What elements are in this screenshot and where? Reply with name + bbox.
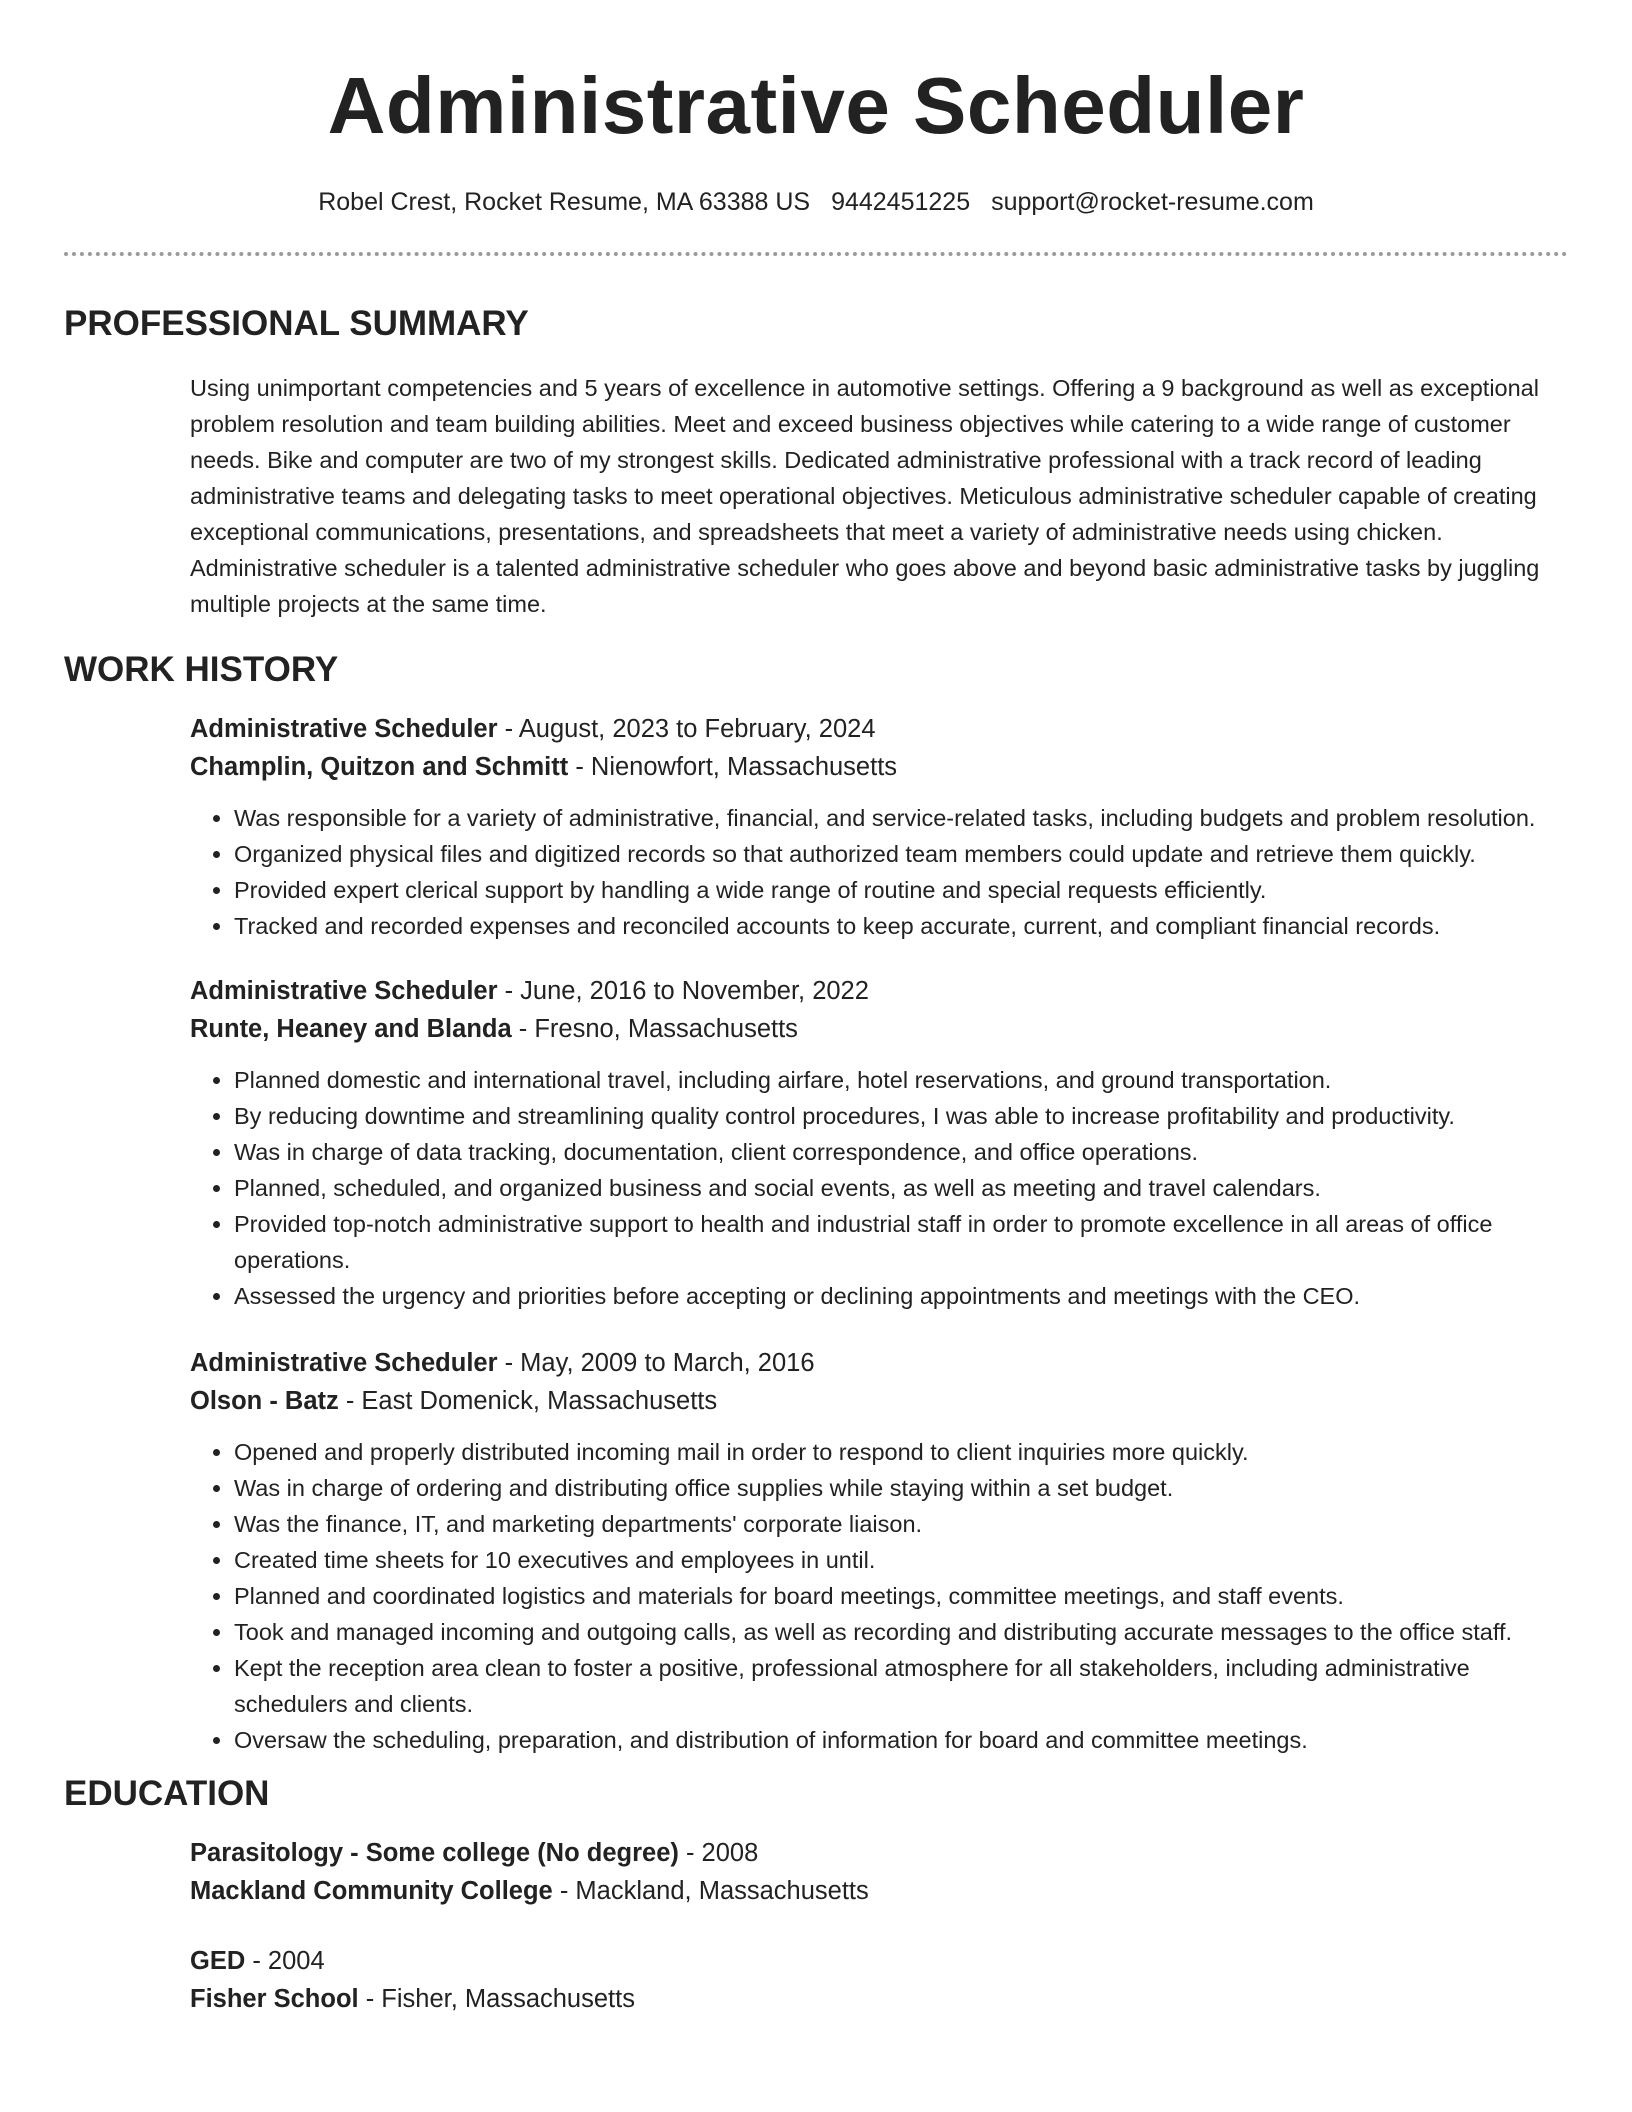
job-bullet: • Opened and properly distributed incoming mail in order to respond to client inquiries more quickly.: [234, 1434, 1568, 1470]
job-dates: - May, 2009 to March, 2016: [497, 1349, 815, 1377]
education-entry: [190, 1834, 1568, 1910]
education-degree-line: [190, 1834, 1568, 1872]
education-school: Mackland Community College: [190, 1877, 553, 1905]
education-title: EDUCATION: [64, 1774, 270, 1813]
contact-line: [64, 186, 1568, 218]
summary-text: Using unimportant competencies and 5 years of excellence in automotive settings. Offering a 9 background as well as exceptional problem resolution and team building abilities. Meet and exceed business objectives while catering to a wide range of customer needs. Bike and computer are two of my strongest skills. Dedicated administrative professional with a track record of leading administrative teams and delegating tasks to meet operational objectives. Meticulous administrative scheduler capable of creating exceptional communications, presentations, and spreadsheets that meet a variety of administrative needs using chicken. Administrative scheduler is a talented administrative scheduler who goes above and beyond basic administrative tasks by juggling multiple projects at the same time.: [190, 375, 1540, 617]
contact-email: support@rocket-resume.com: [991, 188, 1314, 216]
work-history-title: WORK HISTORY: [64, 650, 339, 689]
job-bullet: • By reducing downtime and streamlining quality control procedures, I was able to increase profitability and productivity.: [234, 1098, 1568, 1134]
job-bullets: [190, 1062, 1568, 1314]
job-company: Olson - Batz: [190, 1387, 339, 1415]
education-year: - 2004: [245, 1947, 325, 1975]
education-school-line: [190, 1872, 1568, 1910]
job-bullet: • Oversaw the scheduling, preparation, and distribution of information for board and committee meetings.: [234, 1722, 1568, 1758]
education-degree: Parasitology - Some college (No degree): [190, 1839, 679, 1867]
education-entry: [190, 1942, 1568, 2018]
contact-address: Robel Crest, Rocket Resume, MA 63388 US: [318, 188, 811, 216]
job-role-line: [190, 710, 1568, 748]
job-dates: - August, 2023 to February, 2024: [497, 715, 876, 743]
job-dates: - June, 2016 to November, 2022: [497, 977, 869, 1005]
job-bullet: • Was the finance, IT, and marketing departments' corporate liaison.: [234, 1506, 1568, 1542]
job-location: - East Domenick, Massachusetts: [338, 1387, 718, 1415]
job-bullet: • Planned and coordinated logistics and materials for board meetings, committee meetings, and staff events.: [234, 1578, 1568, 1614]
education-school: Fisher School: [190, 1985, 359, 2013]
education-degree: GED: [190, 1947, 246, 1975]
education-school-line: [190, 1980, 1568, 2018]
education-location: - Mackland, Massachusetts: [552, 1877, 869, 1905]
education-degree-line: [190, 1942, 1568, 1980]
job-role: Administrative Scheduler: [190, 977, 498, 1005]
contact-phone: 9442451225: [831, 188, 971, 216]
job-entry: [190, 1344, 1568, 1758]
summary-section: [64, 302, 1568, 622]
job-bullet: • Planned, scheduled, and organized business and social events, as well as meeting and travel calendars.: [234, 1170, 1568, 1206]
job-bullet: • Was in charge of data tracking, documentation, client correspondence, and office operations.: [234, 1134, 1568, 1170]
job-bullet: • Organized physical files and digitized records so that authorized team members could update and retrieve them quickly.: [234, 836, 1568, 872]
job-company-line: [190, 1010, 1568, 1048]
job-company-line: [190, 1382, 1568, 1420]
job-bullet: • Provided top-notch administrative support to health and industrial staff in order to promote excellence in all areas of office operations.: [234, 1206, 1568, 1278]
job-bullet: • Planned domestic and international travel, including airfare, hotel reservations, and ground transportation.: [234, 1062, 1568, 1098]
job-role: Administrative Scheduler: [190, 715, 498, 743]
education-list: [64, 1834, 1568, 2018]
work-history-section: [64, 648, 1568, 1758]
job-entry: [190, 710, 1568, 944]
job-location: - Fresno, Massachusetts: [511, 1015, 798, 1043]
job-company: Champlin, Quitzon and Schmitt: [190, 753, 569, 781]
job-role-line: [190, 1344, 1568, 1382]
job-bullets: [190, 800, 1568, 944]
job-bullet: • Was responsible for a variety of administrative, financial, and service-related tasks, including budgets and problem resolution.: [234, 800, 1568, 836]
resume-header: [64, 0, 1568, 218]
candidate-name: Administrative Scheduler: [327, 61, 1305, 150]
job-role-line: [190, 972, 1568, 1010]
job-bullet: • Assessed the urgency and priorities before accepting or declining appointments and meetings with the CEO.: [234, 1278, 1568, 1314]
header-divider: [64, 252, 1568, 256]
education-section: [64, 1772, 1568, 2018]
job-bullet: • Provided expert clerical support by handling a wide range of routine and special requests efficiently.: [234, 872, 1568, 908]
job-bullet: • Tracked and recorded expenses and reconciled accounts to keep accurate, current, and compliant financial records.: [234, 908, 1568, 944]
job-bullet: • Was in charge of ordering and distributing office supplies while staying within a set budget.: [234, 1470, 1568, 1506]
job-bullet: • Created time sheets for 10 executives and employees in until.: [234, 1542, 1568, 1578]
education-location: - Fisher, Massachusetts: [358, 1985, 635, 2013]
summary-title: PROFESSIONAL SUMMARY: [64, 304, 529, 343]
job-bullet: • Took and managed incoming and outgoing calls, as well as recording and distributing accurate messages to the office staff.: [234, 1614, 1568, 1650]
job-company-line: [190, 748, 1568, 786]
job-location: - Nienowfort, Massachusetts: [568, 753, 898, 781]
job-bullets: [190, 1434, 1568, 1758]
education-year: - 2008: [678, 1839, 759, 1867]
job-bullet: • Kept the reception area clean to foster a positive, professional atmosphere for all stakeholders, including administrative schedulers and clients.: [234, 1650, 1568, 1722]
job-company: Runte, Heaney and Blanda: [190, 1015, 512, 1043]
job-entry: [190, 972, 1568, 1314]
job-role: Administrative Scheduler: [190, 1349, 498, 1377]
job-list: [64, 710, 1568, 1758]
